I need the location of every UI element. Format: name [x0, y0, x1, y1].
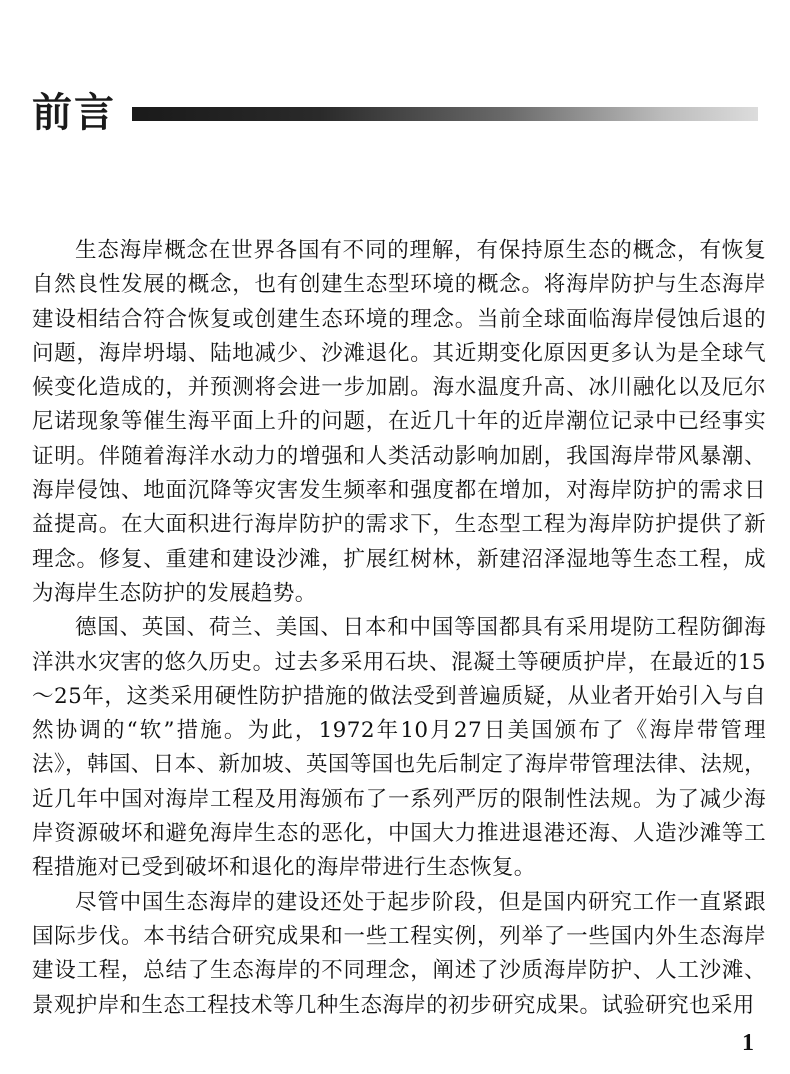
paragraph-1: 生态海岸概念在世界各国有不同的理解，有保持原生态的概念，有恢复自然良性发展的概念，也有创建生态型环境的概念。将海岸防护与生态海岸建设相结合符合恢复或创建生态环境的理念。当前全球面临海岸侵蚀后退的问题，海岸坍塌、陆地减少、沙滩退化。其近期变化原因更多认为是全球气候变化造成的，并预测将会进一步加剧。海水温度升高、冰川融化以及厄尔尼诺现象等催生海平面上升的问题，在近几十年的近岸潮位记录中已经事实证明。伴随着海洋水动力的增强和人类活动影响加剧，我国海岸带风暴潮、海岸侵蚀、地面沉降等灾害发生频率和强度都在增加，对海岸防护的需求日益提高。在大面积进行海岸防护的需求下，生态型工程为海岸防护提供了新理念。修复、重建和建设沙滩，扩展红树林，新建沼泽湿地等生态工程，成为海岸生态防护的发展趋势。 [32, 238, 766, 606]
paragraph-3: 尽管中国生态海岸的建设还处于起步阶段，但是国内研究工作一直紧跟国际步伐。本书结合研究成果和一些工程实例，列举了一些国内外生态海岸建设工程，总结了生态海岸的不同理念，阐述了沙质海岸防护、人工沙滩、景观护岸和生态工程技术等几种生态海岸的初步研究成果。试验研究也采用 [32, 889, 766, 1018]
page-number: 1 [742, 1030, 754, 1056]
heading-gradient-rule [132, 107, 758, 121]
paragraph-2: 德国、英国、荷兰、美国、日本和中国等国都具有采用堤防工程防御海洋洪水灾害的悠久历史。过去多采用石块、混凝土等硬质护岸，在最近的15～25年，这类采用硬性防护措施的做法受到普遍质疑，从业者开始引入与自然协调的“软”措施。为此，1972年10月27日美国颁布了《海岸带管理法》，韩国、日本、新加坡、英国等国也先后制定了海岸带管理法律、法规，近几年中国对海岸工程及用海颁布了一系列严厉的限制性法规。为了减少海岸资源破坏和避免海岸生态的恶化，中国大力推进退港还海、人造沙滩等工程措施对已受到破坏和退化的海岸带进行生态恢复。 [32, 615, 766, 881]
body-text [32, 234, 766, 1023]
section-heading: 前言 [32, 90, 116, 136]
